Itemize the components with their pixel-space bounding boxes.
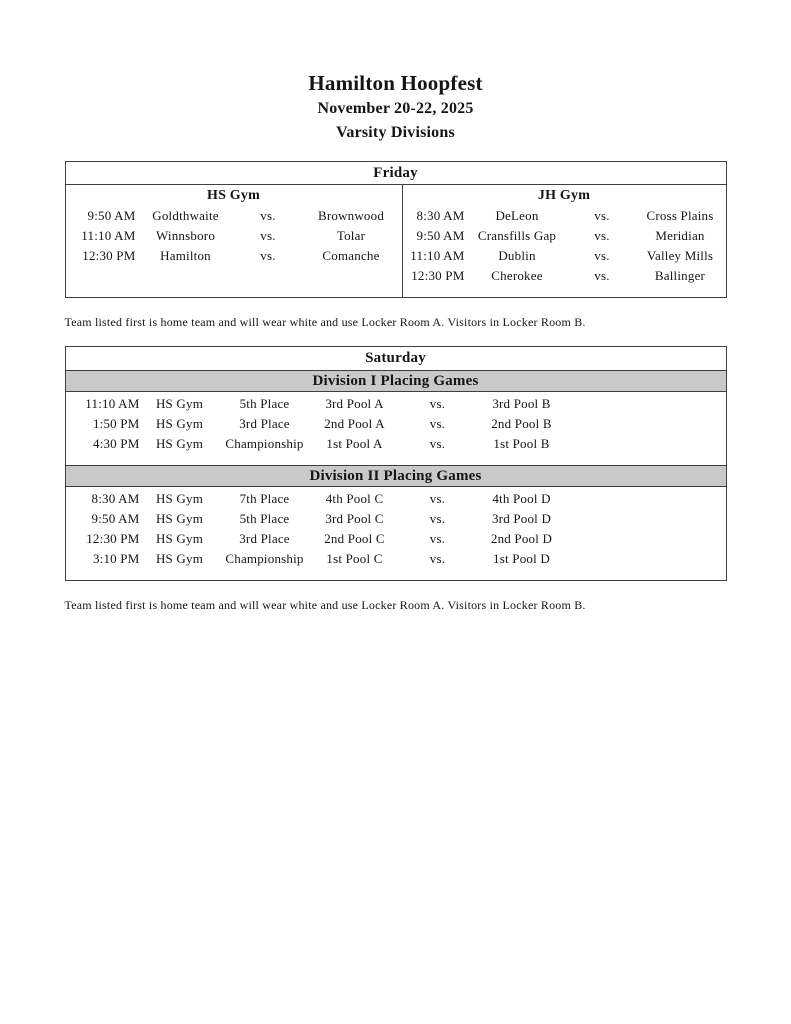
event-title: Hamilton Hoopfest	[308, 71, 483, 95]
vs-label: vs.	[429, 531, 446, 546]
away-seed: 1st Pool D	[493, 551, 550, 566]
away-seed: 2nd Pool B	[491, 416, 552, 431]
game-round: Championship	[225, 551, 304, 566]
game-time: 9:50 AM	[91, 511, 140, 526]
game-row	[403, 226, 726, 246]
away-seed: 3rd Pool D	[491, 511, 552, 526]
division-2-header: Division II Placing Games	[66, 465, 726, 487]
gym-name-header: HS Gym	[207, 188, 260, 203]
vs-label: vs.	[594, 208, 610, 223]
home-team: Winnsboro	[155, 228, 216, 243]
game-time: 12:30 PM	[82, 248, 136, 263]
away-seed: 3rd Pool B	[492, 396, 551, 411]
vs-label: vs.	[429, 551, 446, 566]
jh-gym-section	[403, 185, 726, 297]
vs-label: vs.	[429, 416, 446, 431]
game-gym: HS Gym	[155, 551, 204, 566]
game-time: 9:50 AM	[87, 208, 136, 223]
game-time: 9:50 AM	[416, 228, 465, 243]
doc-header	[0, 70, 791, 145]
placing-game-row	[66, 414, 726, 434]
vs-label: vs.	[429, 491, 446, 506]
game-gym: HS Gym	[155, 436, 204, 451]
game-gym: HS Gym	[155, 511, 204, 526]
game-time: 11:10 AM	[410, 248, 465, 263]
gym-name-header: JH Gym	[537, 188, 591, 203]
friday-gyms-row	[66, 185, 726, 297]
game-round: 3rd Place	[239, 531, 290, 546]
away-team: Cross Plains	[646, 208, 714, 223]
away-seed: 2nd Pool D	[490, 531, 553, 546]
home-seed: 2nd Pool A	[324, 416, 385, 431]
game-time: 3:10 PM	[92, 551, 140, 566]
game-time: 11:10 AM	[85, 396, 140, 411]
event-date: November 20-22, 2025	[317, 100, 474, 117]
game-time: 8:30 AM	[91, 491, 140, 506]
placing-game-row	[66, 549, 726, 569]
home-seed: 3rd Pool A	[325, 396, 384, 411]
away-team: Brownwood	[317, 208, 385, 223]
placing-game-row	[66, 529, 726, 549]
event-subtitle: Varsity Divisions	[336, 124, 455, 141]
game-row	[66, 246, 402, 266]
vs-label: vs.	[594, 228, 610, 243]
division-1-games	[66, 392, 726, 465]
game-row	[403, 206, 726, 226]
vs-label: vs.	[429, 436, 446, 451]
game-row	[66, 206, 402, 226]
home-seed: 3rd Pool C	[325, 511, 384, 526]
game-round: 7th Place	[239, 491, 290, 506]
home-team: Goldthwaite	[152, 208, 219, 223]
away-team: Comanche	[322, 248, 380, 263]
home-team: Hamilton	[160, 248, 211, 263]
home-seed: 1st Pool A	[326, 436, 383, 451]
vs-label: vs.	[260, 208, 276, 223]
game-time: 12:30 PM	[86, 531, 140, 546]
home-team: Cransfills Gap	[477, 228, 557, 243]
vs-label: vs.	[429, 396, 446, 411]
division-1-header: Division I Placing Games	[66, 370, 726, 392]
game-round: 5th Place	[239, 511, 290, 526]
game-round: 3rd Place	[239, 416, 290, 431]
friday-day-header: Friday	[66, 162, 726, 185]
game-time: 12:30 PM	[411, 268, 465, 283]
home-team: DeLeon	[495, 208, 539, 223]
away-team: Valley Mills	[646, 248, 714, 263]
home-seed: 2nd Pool C	[324, 531, 385, 546]
vs-label: vs.	[260, 228, 276, 243]
saturday-day-header: Saturday	[365, 350, 426, 366]
game-time: 8:30 AM	[416, 208, 465, 223]
home-seed: 1st Pool C	[326, 551, 383, 566]
friday-schedule-table	[65, 161, 727, 298]
game-row	[403, 266, 726, 286]
hs-gym-section	[66, 185, 403, 297]
placing-game-row	[66, 489, 726, 509]
game-gym: HS Gym	[155, 416, 204, 431]
game-time: 11:10 AM	[81, 228, 136, 243]
game-gym: HS Gym	[155, 491, 204, 506]
away-team: Meridian	[655, 228, 705, 243]
game-row	[66, 226, 402, 246]
placing-game-row	[66, 394, 726, 414]
game-round: Championship	[225, 436, 304, 451]
game-time: 1:50 PM	[92, 416, 140, 431]
home-team: Dublin	[498, 248, 536, 263]
away-team: Ballinger	[654, 268, 706, 283]
vs-label: vs.	[594, 248, 610, 263]
game-gym: HS Gym	[155, 396, 204, 411]
division-2-games	[66, 487, 726, 580]
placing-game-row	[66, 434, 726, 454]
away-team: Tolar	[336, 228, 366, 243]
saturday-schedule-table	[65, 346, 727, 581]
game-row	[403, 246, 726, 266]
placing-game-row	[66, 509, 726, 529]
game-gym: HS Gym	[155, 531, 204, 546]
vs-label: vs.	[429, 511, 446, 526]
game-round: 5th Place	[239, 396, 290, 411]
vs-label: vs.	[594, 268, 610, 283]
away-seed: 4th Pool D	[492, 491, 551, 506]
game-time: 4:30 PM	[92, 436, 140, 451]
locker-room-note-saturday: Team listed first is home team and will wear white and use Locker Room A. Visitors in Locker Room B.	[64, 598, 586, 612]
away-seed: 1st Pool B	[493, 436, 550, 451]
home-seed: 4th Pool C	[325, 491, 384, 506]
home-team: Cherokee	[491, 268, 543, 283]
vs-label: vs.	[260, 248, 276, 263]
locker-room-note-friday: Team listed first is home team and will wear white and use Locker Room A. Visitors in Locker Room B.	[64, 315, 586, 329]
